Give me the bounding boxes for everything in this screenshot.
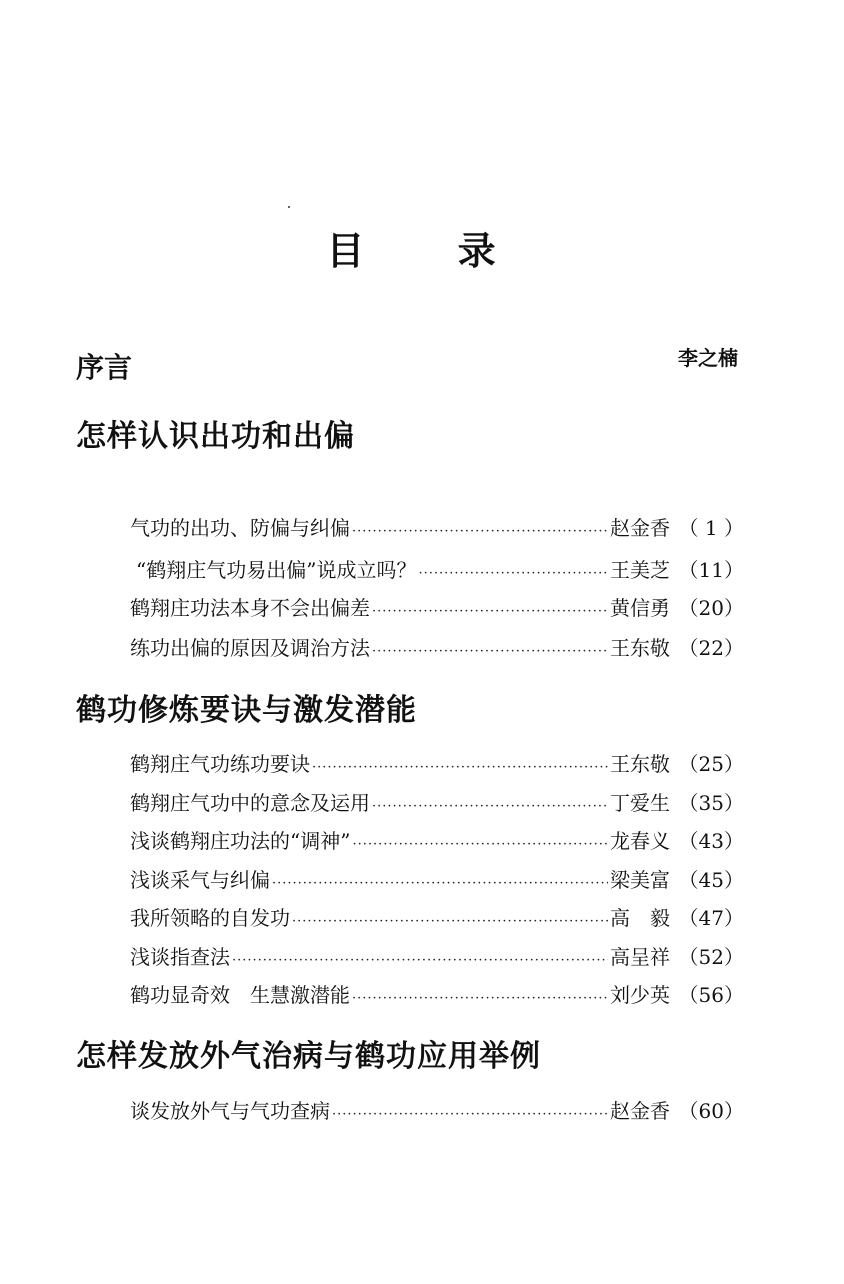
entry-author: 梁美富 <box>610 868 670 892</box>
entry-page: （25） <box>678 752 744 776</box>
entry-author: 高 毅 <box>610 906 670 930</box>
toc-entry[interactable] <box>130 556 744 584</box>
toc-entry[interactable] <box>130 1097 744 1125</box>
dot-leader <box>352 831 608 859</box>
entry-title: 浅谈指查法 <box>130 945 230 969</box>
entry-title: 浅谈采气与纠偏 <box>130 868 270 892</box>
preface-author: 李之楠 <box>678 346 738 370</box>
toc-entry[interactable] <box>130 594 744 622</box>
entry-page: （56） <box>678 983 744 1007</box>
toc-entry[interactable] <box>130 789 744 817</box>
entry-page: （60） <box>678 1099 744 1123</box>
entry-page: （35） <box>678 791 744 815</box>
entry-page: （43） <box>678 829 744 853</box>
entry-page: （20） <box>678 596 744 620</box>
dot-leader <box>312 754 608 782</box>
toc-entry[interactable] <box>130 943 744 971</box>
dot-leader <box>232 947 608 975</box>
entry-title: 鹤功显奇效 生慧激潜能 <box>130 983 350 1007</box>
page-title: 目 录 <box>326 229 536 273</box>
dot-leader <box>292 908 608 936</box>
entry-author: 龙春义 <box>610 829 670 853</box>
toc-entry[interactable] <box>130 827 744 855</box>
entry-page: （45） <box>678 868 744 892</box>
section-heading-3: 怎样发放外气治病与鹤功应用举例 <box>76 1039 541 1074</box>
entry-page: （52） <box>678 945 744 969</box>
speck-mark <box>288 206 290 208</box>
toc-entry[interactable] <box>130 514 744 542</box>
dot-leader <box>272 870 608 898</box>
dot-leader <box>372 638 608 666</box>
dot-leader <box>332 1101 608 1129</box>
entry-page: （47） <box>678 906 744 930</box>
entry-title: 鹤翔庄功法本身不会出偏差 <box>130 596 370 620</box>
entry-page: （11） <box>678 558 744 582</box>
dot-leader <box>372 793 608 821</box>
entry-title: 我所领略的自发功 <box>130 906 290 930</box>
entry-title: 练功出偏的原因及调治方法 <box>130 636 370 660</box>
entry-author: 刘少英 <box>610 983 670 1007</box>
entry-author: 赵金香 <box>610 1099 670 1123</box>
entry-title: “鹤翔庄气功易出偏”说成立吗？ <box>136 558 417 582</box>
entry-author: 王美芝 <box>610 558 670 582</box>
toc-entry[interactable] <box>130 981 744 1009</box>
entry-author: 丁爱生 <box>610 791 670 815</box>
toc-entry[interactable] <box>130 866 744 894</box>
entry-title: 浅谈鹤翔庄功法的“调神” <box>130 829 351 853</box>
entry-author: 赵金香 <box>610 516 670 540</box>
entry-title: 谈发放外气与气功查病 <box>130 1099 330 1123</box>
entry-title: 气功的出功、防偏与纠偏 <box>130 516 350 540</box>
section-heading-2: 鹤功修炼要诀与激发潜能 <box>76 693 417 728</box>
toc-entry[interactable] <box>130 904 744 932</box>
toc-entry[interactable] <box>130 634 744 662</box>
entry-title: 鹤翔庄气功练功要诀 <box>130 752 310 776</box>
entry-author: 王东敬 <box>610 636 670 660</box>
toc-entry[interactable] <box>130 750 744 778</box>
entry-page: （22） <box>678 636 744 660</box>
entry-page: （ 1 ） <box>678 516 744 540</box>
section-heading-1: 怎样认识出功和出偏 <box>76 419 355 454</box>
dot-leader <box>352 518 608 546</box>
dot-leader <box>418 560 608 588</box>
entry-author: 黄信勇 <box>610 596 670 620</box>
entry-author: 高呈祥 <box>610 945 670 969</box>
dot-leader <box>352 985 608 1013</box>
dot-leader <box>372 598 608 626</box>
entry-title: 鹤翔庄气功中的意念及运用 <box>130 791 370 815</box>
preface-title: 序言 <box>76 351 133 384</box>
entry-author: 王东敬 <box>610 752 670 776</box>
